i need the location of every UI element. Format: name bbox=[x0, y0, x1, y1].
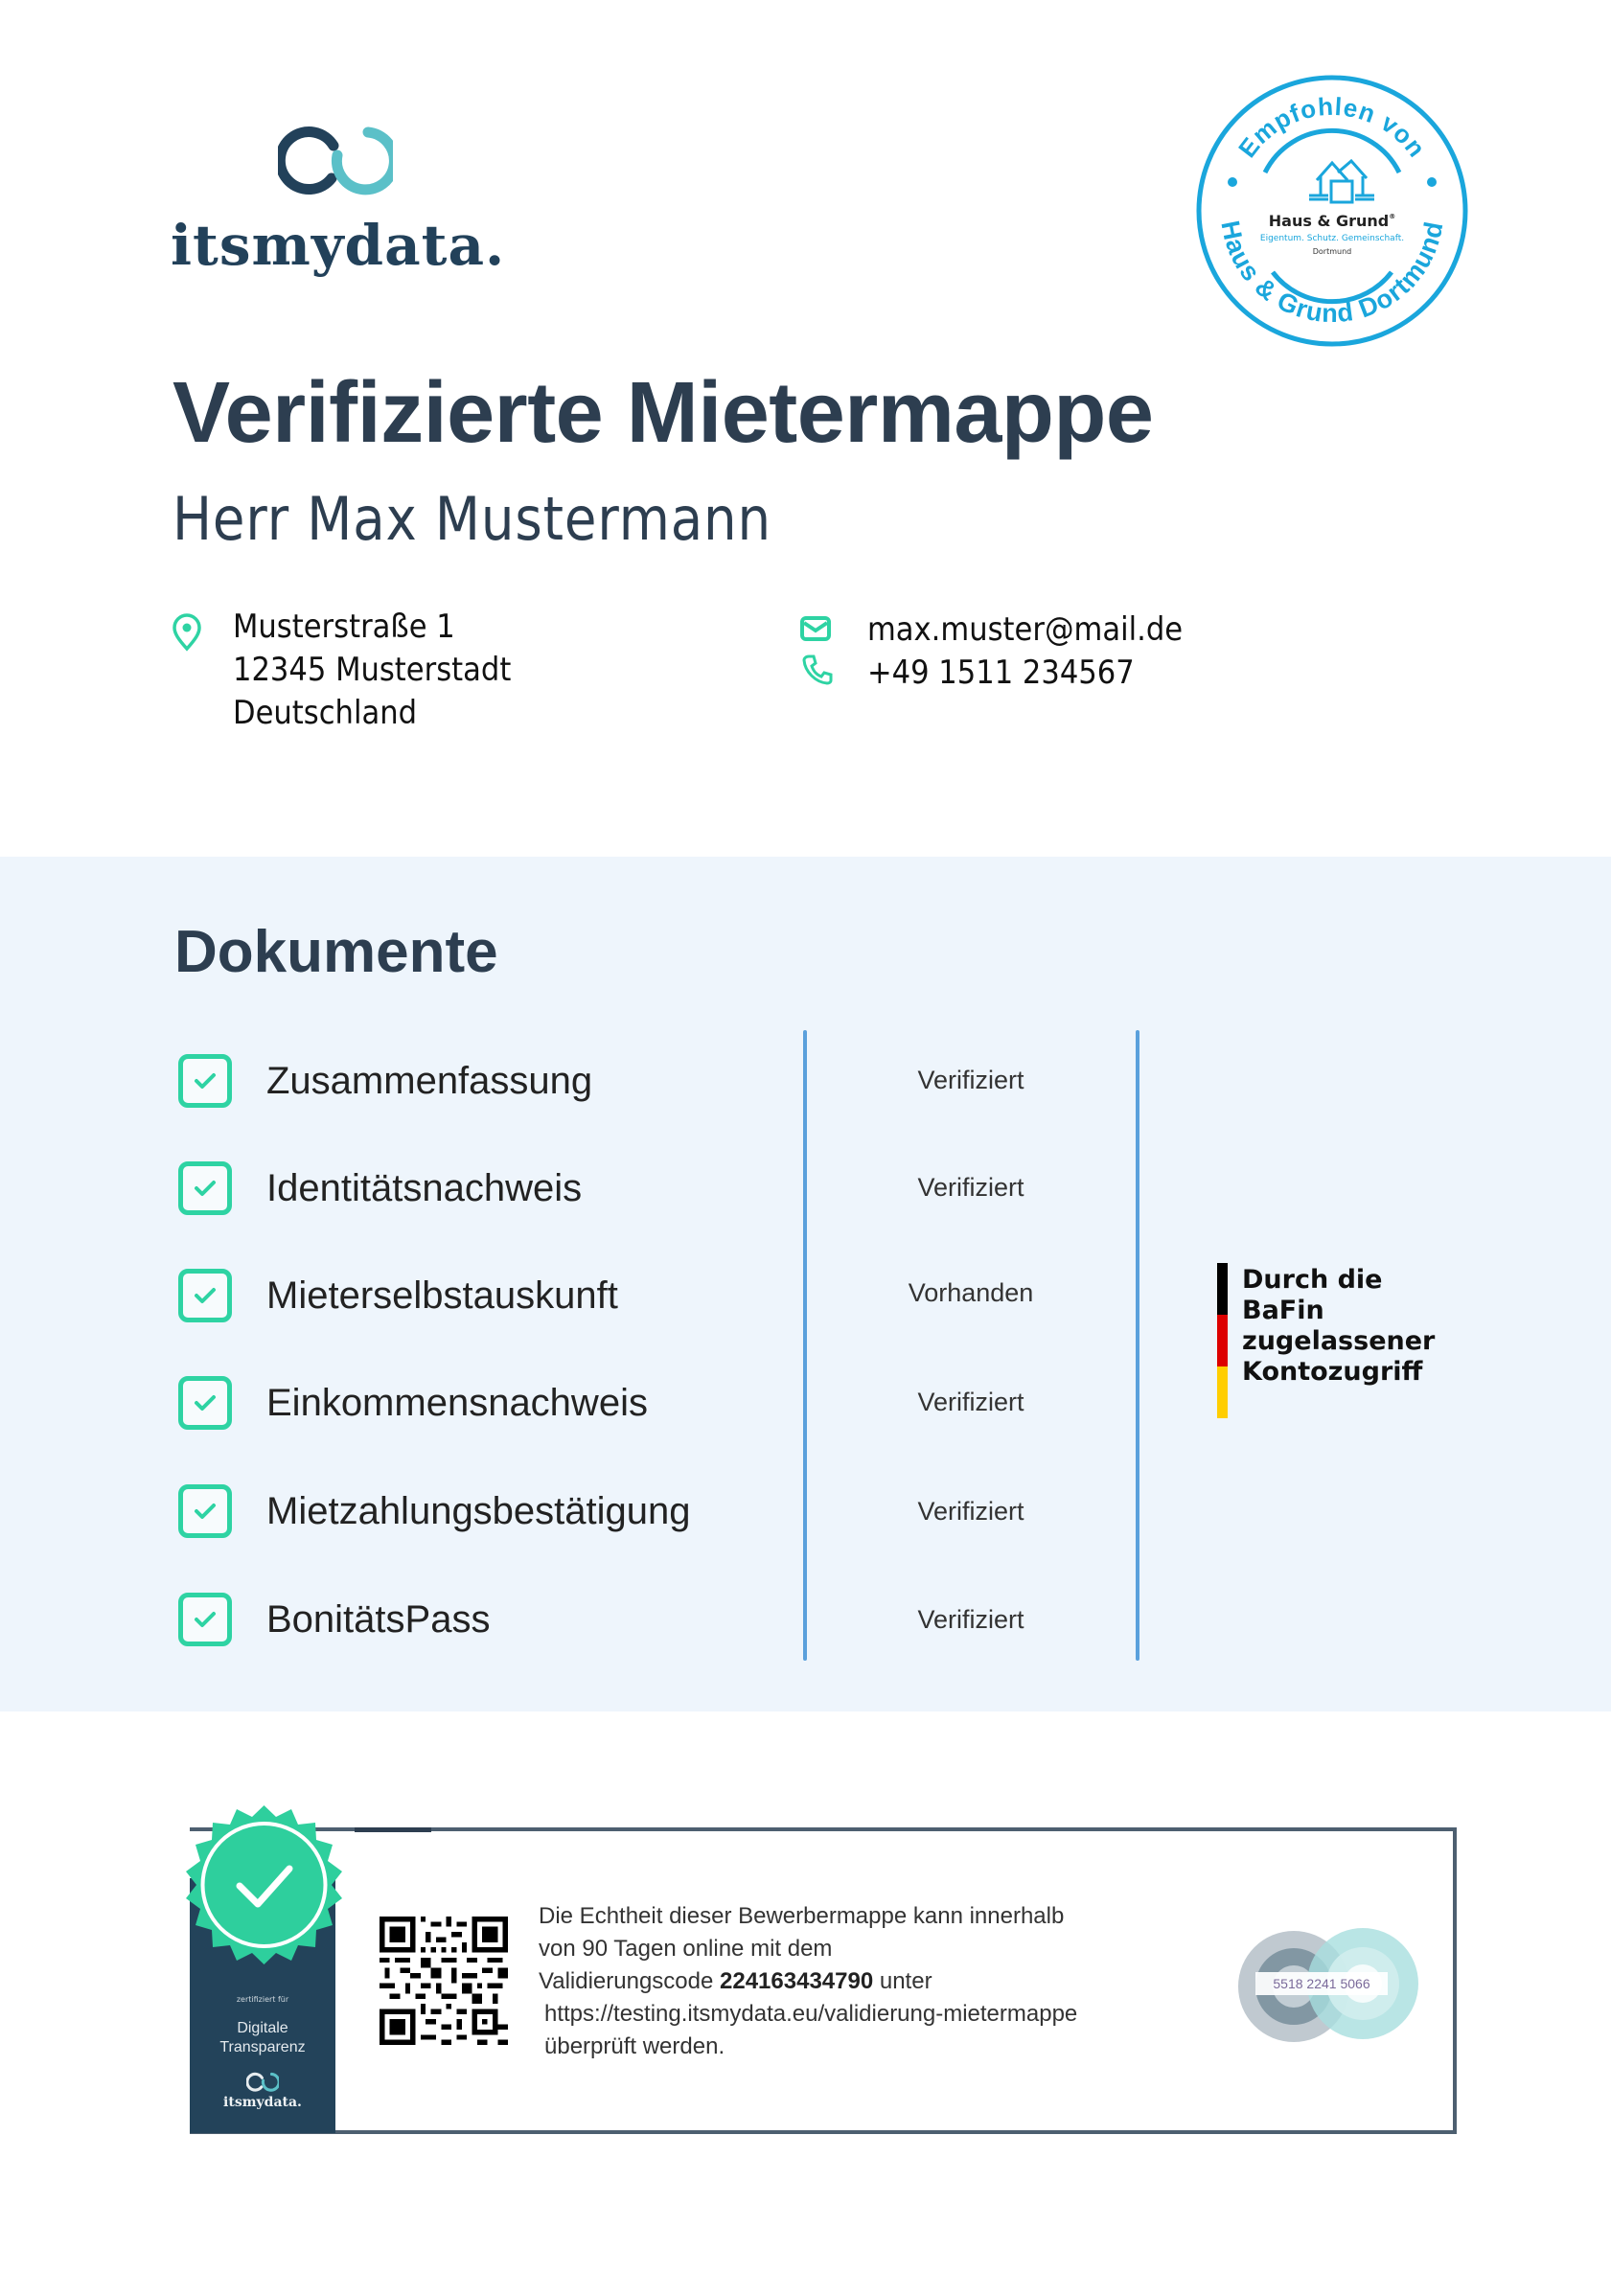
brand-wordmark: itsmydata. bbox=[171, 213, 506, 278]
status-badge: Verifiziert bbox=[917, 1173, 1024, 1202]
tenant-name: Herr Max Mustermann bbox=[173, 484, 771, 554]
checkbox[interactable] bbox=[178, 1054, 232, 1108]
ribbon-brand: itsmydata. bbox=[223, 2095, 302, 2110]
ribbon-title: Digitale Transparenz bbox=[219, 2020, 306, 2055]
location-pin-icon bbox=[171, 613, 203, 652]
checkmark-icon bbox=[193, 1071, 218, 1091]
phone-icon bbox=[801, 654, 834, 686]
document-label: Einkommensnachweis bbox=[266, 1381, 648, 1424]
column-divider bbox=[1136, 1030, 1139, 1661]
status-badge: Verifiziert bbox=[917, 1388, 1024, 1416]
svg-text:Eigentum. Schutz. Gemeinschaft: Eigentum. Schutz. Gemeinschaft. bbox=[1259, 234, 1405, 243]
status-badge: Verifiziert bbox=[917, 1497, 1024, 1526]
stamp-top-text: Empfohlen von bbox=[1232, 91, 1432, 163]
checkbox[interactable] bbox=[178, 1484, 232, 1538]
checkmark-icon bbox=[193, 1610, 218, 1629]
hologram-code: 5518 2241 5066 bbox=[1255, 1972, 1388, 1995]
status-badge: Vorhanden bbox=[908, 1278, 1034, 1307]
document-label: Zusammenfassung bbox=[266, 1059, 593, 1102]
haus-und-grund-stamp bbox=[1194, 73, 1470, 349]
checkmark-icon bbox=[193, 1393, 218, 1412]
mail-icon bbox=[799, 615, 832, 642]
checkmark-icon bbox=[193, 1286, 218, 1305]
column-divider bbox=[803, 1030, 807, 1661]
document-row-mieterselbstauskunft bbox=[178, 1267, 772, 1324]
checkbox[interactable] bbox=[178, 1161, 232, 1215]
checkbox[interactable] bbox=[178, 1376, 232, 1430]
document-label: Mietzahlungsbestätigung bbox=[266, 1489, 691, 1532]
document-label: Mieterselbstauskunft bbox=[266, 1274, 618, 1317]
qr-code[interactable] bbox=[380, 1917, 508, 2045]
validation-url-link[interactable]: https://testing.itsmydata.eu/validierung-mietermappe bbox=[544, 2001, 1078, 2027]
document-row-zusammenfassung bbox=[178, 1052, 772, 1110]
documents-heading: Dokumente bbox=[174, 919, 498, 985]
stamp-bottom-text: Haus & Grund Dortmund bbox=[1215, 218, 1449, 329]
address-country: Deutschland bbox=[233, 694, 418, 732]
itsmydata-logo-icon bbox=[278, 117, 393, 199]
checkbox[interactable] bbox=[178, 1593, 232, 1646]
status-badge: Verifiziert bbox=[917, 1066, 1024, 1094]
german-flag-icon bbox=[1217, 1263, 1228, 1418]
document-label: Identitätsnachweis bbox=[266, 1166, 583, 1209]
email-link[interactable]: max.muster@mail.de bbox=[867, 610, 1184, 649]
document-row-identitaetsnachweis bbox=[178, 1159, 772, 1217]
itsmydata-logo-icon bbox=[246, 2070, 279, 2093]
checkmark-icon bbox=[193, 1179, 218, 1198]
card-accent-line bbox=[355, 1827, 431, 1832]
address-city: 12345 Musterstadt bbox=[233, 651, 512, 689]
address-street: Musterstraße 1 bbox=[233, 608, 455, 646]
ribbon-caption: zertifiziert für bbox=[236, 1995, 289, 2004]
document-label: BonitätsPass bbox=[266, 1597, 491, 1641]
document-title: Verifizierte Mietermappe bbox=[173, 365, 1154, 461]
phone-link[interactable]: +49 1511 234567 bbox=[867, 654, 1135, 692]
address-block bbox=[233, 606, 511, 735]
svg-text:Haus & Grund®: Haus & Grund® bbox=[1268, 212, 1396, 230]
document-row-bonitaetspass bbox=[178, 1591, 772, 1648]
validation-code: 224163434790 bbox=[720, 1968, 874, 1994]
verified-seal-icon bbox=[171, 1792, 357, 1979]
validation-instructions: Die Echtheit dieser Bewerbermappe kann innerhalb von 90 Tagen online mit dem Validierungscode 224163434790 unter https://testing.itsmydata.eu/validierung-mietermappe überprüft werden. bbox=[539, 1900, 1209, 2063]
checkbox[interactable] bbox=[178, 1269, 232, 1322]
svg-text:Dortmund: Dortmund bbox=[1312, 247, 1352, 256]
status-badge: Verifiziert bbox=[917, 1605, 1024, 1634]
document-row-mietzahlungsbestaetigung bbox=[178, 1482, 772, 1540]
checkmark-icon bbox=[193, 1502, 218, 1521]
document-row-einkommensnachweis bbox=[178, 1374, 772, 1432]
